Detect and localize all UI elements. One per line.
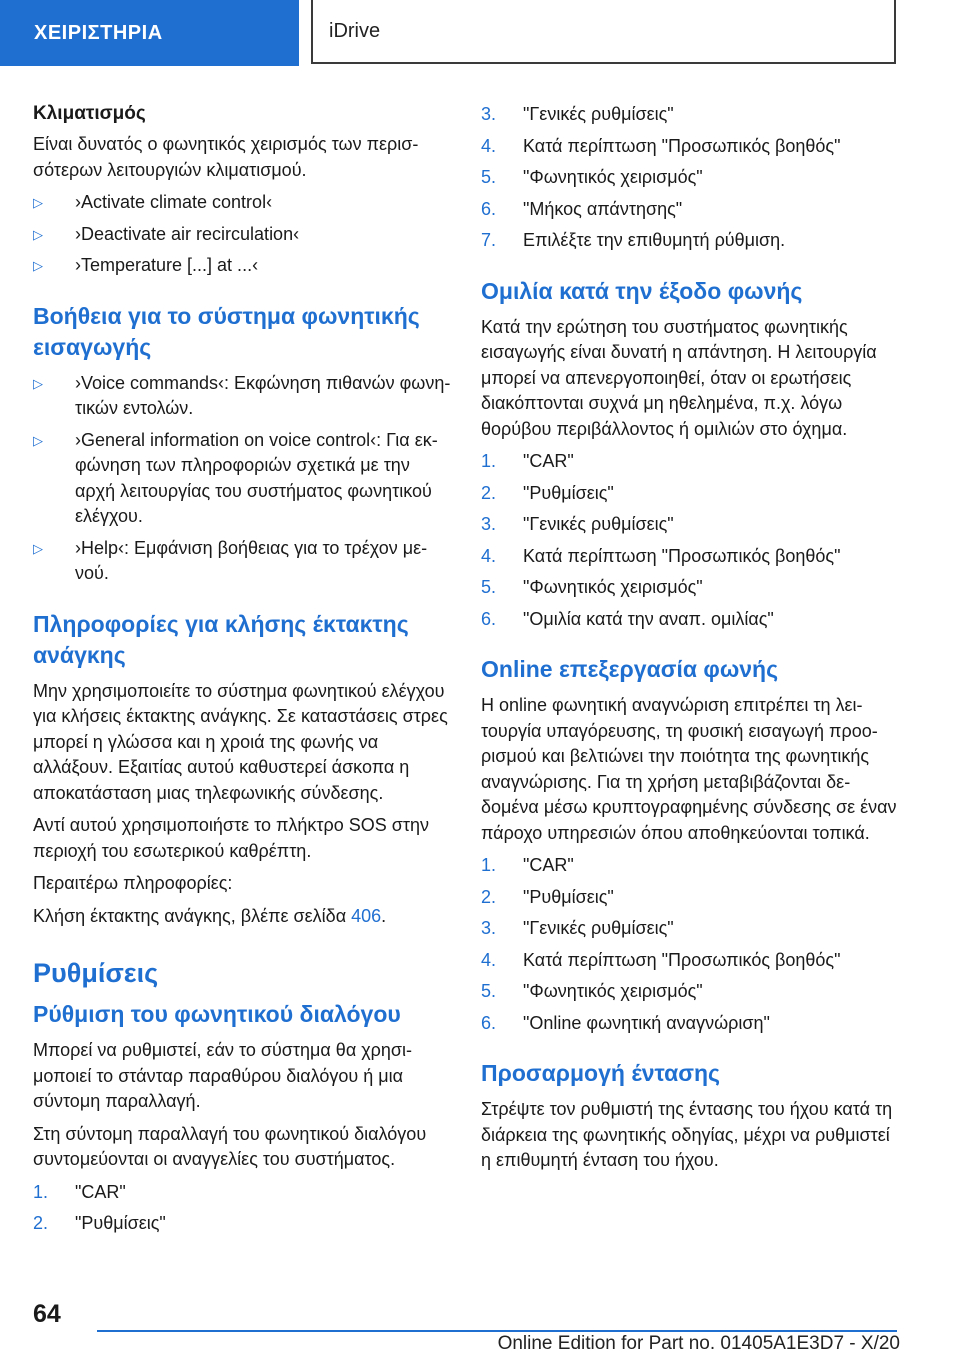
list-item (481, 979, 899, 1005)
online-processing-text: Η online φωνητική αναγνώριση επιτρέπει τη λειτουργία υπαγόρευσης, τη φυσική εισαγωγή προορισμού και βελτιώνει την ποιότητα της φωνητικής αναγνώρισης. Για τη χρήση μεταβιβάζονται δεδομένα μέσω κρυπτογραφημένης σύνδεσης σε έναν πάροχο υπηρεσιών όπου αποθηκεύονται τοπικά. (481, 695, 897, 843)
step-text: Κατά περίπτωση "Προσωπικός βοηθός" (523, 949, 841, 970)
emergency-paragraph-1: Μην χρησιμοποιείτε το σύστημα φωνητικού ελέγχου για κλήσεις έκτακτης ανάγκης. Σε καταστάσεις στρες μπορεί η γλώσσα και η χροιά της φωνής να αλλάξουν. Εξαιτίας αυτού καθυστερεί άσκοπα η αποκατάσταση μιας τηλεφωνικής σύνδεσης. (33, 680, 448, 803)
step-text: "Φωνητικός χειρισμός" (523, 167, 703, 187)
step-text: "Γενικές ρυθμίσεις" (523, 918, 674, 938)
left-column (33, 100, 451, 1243)
list-item-text: ›Deactivate air recirculation‹ (75, 223, 300, 244)
list-item (33, 1180, 451, 1206)
step-text: "Φωνητικός χειρισμός" (523, 981, 703, 1001)
step-text: "Μήκος απάντησης" (523, 198, 683, 219)
barge-in-steps (481, 449, 899, 632)
step-number: 2. (481, 482, 497, 503)
step-text: "CAR" (523, 451, 574, 471)
step-number: 3. (481, 918, 497, 938)
online-steps (481, 853, 899, 1036)
dialog-steps-continued (481, 102, 899, 254)
step-text: Κατά περίπτωση "Προσωπικός βοηθός" (523, 135, 841, 156)
triangle-bullet-icon: ▷ (33, 226, 43, 242)
step-text: "Ρυθμίσεις" (523, 886, 614, 907)
section-label: ΧΕΙΡΙΣΤΗΡΙΑ (34, 21, 163, 44)
step-text: "Online φωνητική αναγνώριση" (523, 1012, 770, 1033)
step-number: 6. (481, 1012, 497, 1033)
step-number: 6. (481, 198, 497, 219)
triangle-bullet-icon: ▷ (33, 432, 43, 448)
list-item (481, 481, 899, 507)
step-number: 4. (481, 135, 497, 156)
list-item (481, 1011, 899, 1037)
list-item (33, 253, 451, 279)
step-text: "Ρυθμίσεις" (75, 1213, 166, 1233)
chapter-header (311, 0, 896, 64)
step-number: 1. (33, 1181, 49, 1202)
emergency-paragraph-2: Αντί αυτού χρησιμοποιήστε το πλήκτρο SOS στην περιοχή του εσωτερικού καθρέπτη. (33, 815, 430, 861)
list-item-text: ›Help‹: Εμφάνιση βοήθειας για το τρέχον μενού. (75, 537, 428, 583)
page-number: 64 (33, 1300, 61, 1328)
step-number: 4. (481, 545, 497, 566)
dialog-heading: Ρύθμιση του φωνητικού διαλόγου (33, 1001, 401, 1027)
list-item (481, 102, 899, 128)
step-text: "Γενικές ρυθμίσεις" (523, 514, 674, 534)
list-item (33, 428, 451, 530)
step-text: "CAR" (523, 855, 574, 875)
list-item (481, 544, 899, 570)
list-item-text: ›General information on voice control‹: Για εκφώνηση των πληροφοριών σχετικά με την αρχή λειτουργίας του συστήματος φωνητικού ελέγχου. (75, 429, 438, 526)
triangle-bullet-icon: ▷ (33, 540, 43, 556)
step-text: Κατά περίπτωση "Προσωπικός βοηθός" (523, 545, 841, 566)
list-item (481, 228, 899, 254)
list-item (481, 853, 899, 879)
list-item (481, 165, 899, 191)
step-number: 4. (481, 949, 497, 970)
chapter-title: iDrive (329, 19, 381, 42)
list-item (481, 948, 899, 974)
step-number: 6. (481, 608, 497, 629)
step-text: "Ομιλία κατά την αναπ. ομιλίας" (523, 608, 774, 629)
list-item (481, 916, 899, 942)
step-number: 2. (481, 886, 497, 907)
step-number: 2. (33, 1213, 49, 1233)
climate-commands-list (33, 190, 451, 279)
list-item (481, 575, 899, 601)
dialog-paragraph-2: Στη σύντομη παραλλαγή του φωνητικού διαλόγου συντομεύονται οι αναγγελίες του συστήματος. (33, 1123, 427, 1169)
step-text: "Φωνητικός χειρισμός" (523, 577, 703, 597)
triangle-bullet-icon: ▷ (33, 195, 43, 210)
triangle-bullet-icon: ▷ (33, 258, 43, 273)
barge-in-heading: Ομιλία κατά την έξοδο φωνής (481, 277, 803, 304)
help-list (33, 371, 451, 587)
list-item-text: ›Temperature [...] at ...‹ (75, 255, 259, 275)
step-number: 3. (481, 514, 497, 534)
climate-heading: Κλιματισμός (33, 103, 146, 124)
emergency-paragraph-4 (33, 904, 451, 930)
step-number: 1. (481, 451, 497, 471)
list-item (481, 449, 899, 475)
barge-in-text: Κατά την ερώτηση του συστήματος φωνητικής εισαγωγής είναι δυνατή η απάντηση. Η λειτουργία μπορεί να απενεργοποιηθεί, όταν οι ερωτήσεις διακόπτονται συχνά μη ηθελημένα, π.χ. λόγω θορύβου περιβάλλοντος ή ομιλιών στο όχημα. (481, 316, 877, 439)
step-number: 5. (481, 981, 497, 1001)
step-text: "Γενικές ρυθμίσεις" (523, 104, 674, 124)
list-item (481, 512, 899, 538)
list-item (33, 371, 451, 422)
step-number: 5. (481, 577, 497, 597)
list-item (33, 1211, 451, 1237)
online-processing-heading: Online επεξεργασία φωνής (481, 656, 779, 682)
triangle-bullet-icon: ▷ (33, 375, 43, 391)
emergency-heading: Πληροφορίες για κλήσης έκτακτης ανάγκης (33, 610, 409, 668)
footer-divider (97, 1330, 897, 1332)
help-heading: Βοήθεια για το σύστημα φωνητικής εισαγωγής (33, 302, 420, 360)
step-text: Επιλέξτε την επιθυμητή ρύθμιση. (523, 230, 786, 250)
list-item (33, 190, 451, 216)
page-reference-link[interactable]: 406 (351, 905, 382, 926)
list-item-text: ›Voice commands‹: Εκφώνηση πιθανών φωνητικών εντολών. (75, 372, 451, 418)
list-item (481, 134, 899, 160)
dialog-paragraph-1: Μπορεί να ρυθμιστεί, εάν το σύστημα θα χρησιμοποιεί το στάνταρ παραθύρου διαλόγου ή μια σύντομη παραλλαγή. (33, 1040, 413, 1111)
list-item (33, 222, 451, 248)
section-tab (0, 0, 299, 66)
edition-footer: Online Edition for Part no. 01405A1E3D7 - X/20 (497, 1333, 900, 1354)
step-text: "Ρυθμίσεις" (523, 482, 614, 503)
step-number: 5. (481, 167, 497, 187)
volume-text: Στρέψτε τον ρυθμιστή της έντασης του ήχου κατά τη διάρκεια της φωνητικής οδηγίας, μέχρι να ρυθμιστεί η επιθυμητή ένταση του ήχου. (481, 1099, 893, 1170)
list-item (481, 197, 899, 223)
step-text: "CAR" (75, 1181, 126, 1202)
right-column (481, 100, 899, 1181)
step-number: 3. (481, 104, 497, 124)
volume-heading: Προσαρμογή έντασης (481, 1060, 721, 1086)
emergency-paragraph-3: Περαιτέρω πληροφορίες: (33, 873, 233, 893)
reference-suffix: . (381, 905, 387, 926)
list-item (33, 536, 451, 587)
list-item-text: ›Activate climate control‹ (75, 192, 273, 212)
step-number: 7. (481, 230, 497, 250)
climate-text: Είναι δυνατός ο φωνητικός χειρισμός των περισσότερων λειτουργιών κλιματισμού. (33, 134, 419, 180)
list-item (481, 885, 899, 911)
list-item (481, 607, 899, 633)
settings-heading: Ρυθμίσεις (33, 958, 159, 988)
reference-prefix: Κλήση έκτακτης ανάγκης, βλέπε σελίδα (33, 905, 352, 926)
step-number: 1. (481, 855, 497, 875)
dialog-steps (33, 1180, 451, 1237)
